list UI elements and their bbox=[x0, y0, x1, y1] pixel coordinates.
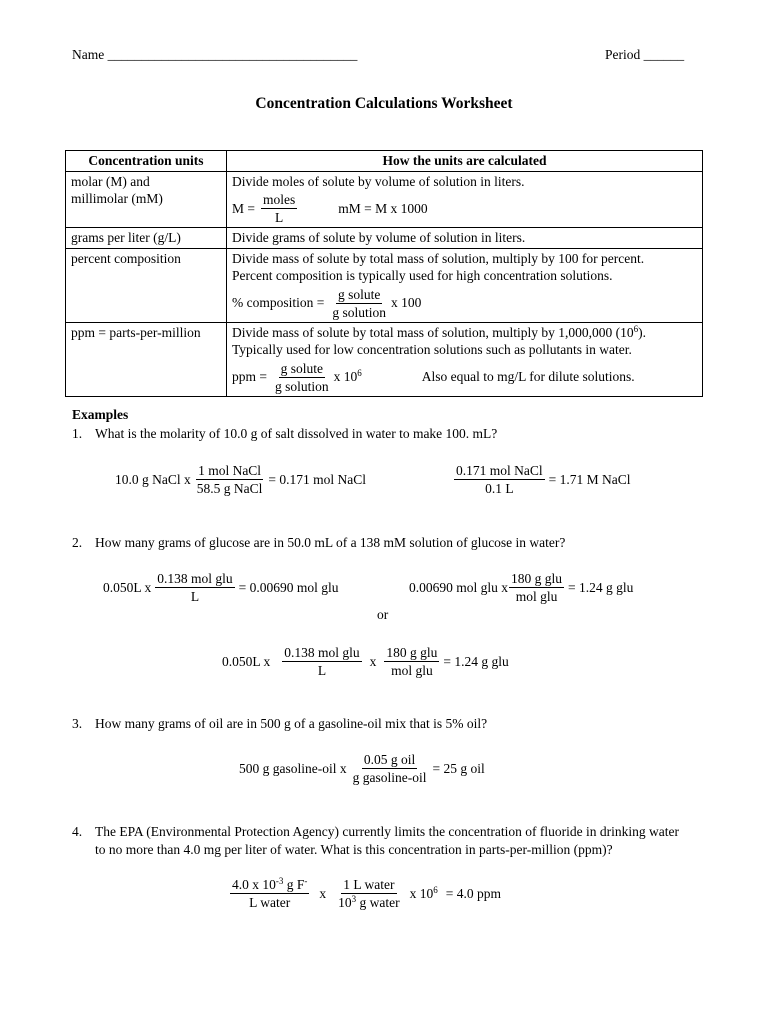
table-row-grams-per-liter bbox=[66, 228, 703, 249]
formula-fraction bbox=[330, 286, 388, 321]
equation-result: = 4.0 ppm bbox=[445, 885, 501, 901]
conversion-fraction bbox=[384, 644, 439, 679]
power-term bbox=[410, 886, 438, 902]
formula-rhs-text: x 10 bbox=[333, 369, 358, 385]
unit-label: millimolar (mM) bbox=[71, 191, 163, 206]
question-text: What is the molarity of 10.0 g of salt dissolved in water to make 100. mL? bbox=[95, 426, 498, 441]
example-question-4 bbox=[72, 823, 692, 858]
formula-fraction bbox=[261, 191, 297, 226]
fraction-numerator: 0.138 mol glu bbox=[284, 645, 360, 660]
fraction-denominator: mol glu bbox=[515, 589, 558, 604]
question-text: How many grams of oil are in 500 g of a gasoline-oil mix that is 5% oil? bbox=[95, 716, 488, 731]
fraction-denominator: mol glu bbox=[391, 663, 433, 678]
q2-equation-moles bbox=[99, 570, 343, 605]
fraction-numerator: 1 L water bbox=[343, 877, 395, 892]
fraction-numerator: 180 g glu bbox=[386, 645, 438, 660]
question-number: 1. bbox=[72, 426, 83, 441]
concentration-units-table bbox=[65, 150, 703, 397]
multiply-sign: x bbox=[369, 653, 377, 669]
calc-cell-gpl: Divide grams of solute by volume of solution in liters. bbox=[227, 228, 703, 249]
fraction-numerator: 0.171 mol NaCl bbox=[456, 463, 543, 478]
formula-lhs: % composition = bbox=[232, 295, 325, 311]
q4-equation bbox=[230, 876, 505, 911]
fraction-numerator: 1 mol NaCl bbox=[198, 463, 262, 478]
table-row-molar bbox=[66, 171, 703, 228]
example-question-2 bbox=[72, 534, 702, 552]
fraction-denominator: L bbox=[190, 589, 200, 604]
equation-result: = 1.71 M NaCl bbox=[548, 471, 631, 487]
period-field-label: Period ______ bbox=[605, 47, 685, 62]
question-number: 4. bbox=[72, 824, 83, 839]
formula-lhs: M = bbox=[232, 200, 255, 216]
equation-result: = 1.24 g glu bbox=[443, 653, 509, 669]
equation-term: 500 g gasoline-oil x bbox=[239, 760, 347, 776]
formula-fraction bbox=[273, 360, 331, 395]
equation-result: = 0.00690 mol glu bbox=[238, 579, 339, 595]
unit-cell-ppm: ppm = parts-per-million bbox=[66, 322, 227, 396]
col-header-calculation: How the units are calculated bbox=[227, 151, 703, 172]
q2-equation-combined bbox=[218, 644, 513, 679]
charge-superscript: - bbox=[304, 876, 308, 886]
table-row-ppm bbox=[66, 322, 703, 396]
question-number: 3. bbox=[72, 716, 83, 731]
calc-cell-ppm bbox=[227, 322, 703, 396]
example-question-3 bbox=[72, 715, 702, 733]
table-header-row bbox=[66, 151, 703, 172]
equation-result: = 0.171 mol NaCl bbox=[268, 471, 366, 487]
calc-description-text: ). bbox=[638, 324, 646, 340]
q2-equation-grams bbox=[405, 570, 637, 605]
exponent: 6 bbox=[357, 368, 362, 379]
conversion-fraction bbox=[454, 462, 545, 497]
or-separator: or bbox=[377, 607, 389, 622]
conversion-fraction bbox=[351, 751, 429, 786]
fraction-denominator: 58.5 g NaCl bbox=[196, 481, 263, 496]
equation-term: 10.0 g NaCl x bbox=[115, 471, 191, 487]
calc-cell-percent bbox=[227, 248, 703, 322]
fraction-numerator: moles bbox=[263, 192, 296, 207]
question-text: How many grams of glucose are in 50.0 mL of a 138 mM solution of glucose in water? bbox=[95, 535, 566, 550]
examples-heading: Examples bbox=[72, 407, 129, 422]
conversion-fraction bbox=[509, 570, 564, 605]
fraction-denominator: g gasoline-oil bbox=[352, 770, 427, 785]
ppm-formula bbox=[232, 360, 697, 395]
fraction-denominator: L water bbox=[249, 895, 291, 910]
fraction-denominator: 0.1 L bbox=[485, 481, 514, 496]
calc-description: Divide mass of solute by total mass of solution, multiply by 100 for percent. bbox=[232, 250, 645, 266]
q1-equation-moles bbox=[111, 462, 370, 497]
fraction-denominator bbox=[336, 894, 401, 911]
fraction-numerator: 180 g glu bbox=[511, 571, 563, 586]
calc-description: Percent composition is typically used for high concentration solutions. bbox=[232, 268, 613, 283]
conversion-fraction bbox=[195, 462, 265, 497]
fraction-numerator: g solute bbox=[280, 360, 323, 376]
page-title: Concentration Calculations Worksheet bbox=[255, 95, 513, 112]
calc-cell-molar bbox=[227, 171, 703, 228]
question-text: The EPA (Environmental Protection Agency) currently limits the concentration of fluoride in drinking water to no more than 4.0 mg per liter of water. What is this concentration in parts-per-million (ppm)? bbox=[95, 824, 679, 857]
multiply-sign: x bbox=[319, 885, 327, 901]
exponent: 3 bbox=[351, 894, 357, 904]
fraction-numerator: 0.138 mol glu bbox=[157, 571, 233, 586]
fraction-numerator: g solute bbox=[337, 286, 381, 302]
table-row-percent bbox=[66, 248, 703, 322]
question-number: 2. bbox=[72, 535, 83, 550]
conversion-fraction bbox=[282, 644, 361, 679]
fraction-denominator: L bbox=[317, 663, 327, 678]
exponent: 6 bbox=[633, 323, 639, 334]
formula-lhs: ppm = bbox=[232, 369, 267, 385]
percent-formula bbox=[232, 286, 697, 321]
power-text: x 10 bbox=[409, 885, 434, 901]
denominator-text: g water bbox=[356, 895, 400, 910]
denominator-text: 10 bbox=[338, 895, 352, 910]
fraction-numerator: 0.05 g oil bbox=[363, 752, 416, 767]
unit-cell-gpl: grams per liter (g/L) bbox=[66, 228, 227, 249]
molarity-formula bbox=[232, 191, 697, 226]
numerator-text: g F bbox=[283, 877, 305, 892]
fraction-denominator: L bbox=[275, 210, 284, 225]
calc-description-text: Divide mass of solute by total mass of solution, multiply by 1,000,000 (10 bbox=[232, 324, 634, 340]
calc-description: Typically used for low concentration solutions such as pollutants in water. bbox=[232, 342, 632, 357]
unit-cell-molar bbox=[66, 171, 227, 228]
numerator-text: 4.0 x 10 bbox=[232, 877, 276, 892]
ppm-note: Also equal to mg/L for dilute solutions. bbox=[421, 369, 635, 385]
unit-label: molar (M) and bbox=[71, 173, 150, 189]
fraction-numerator bbox=[230, 876, 309, 894]
formula-rhs: x 100 bbox=[391, 295, 422, 311]
conversion-fraction bbox=[155, 570, 234, 605]
formula-rhs bbox=[334, 368, 362, 386]
calc-description: Divide moles of solute by volume of solution in liters. bbox=[232, 173, 525, 189]
conversion-fraction bbox=[336, 876, 401, 911]
fraction-denominator: g solution bbox=[275, 378, 329, 394]
q1-equation-molarity bbox=[454, 462, 635, 497]
equation-result: = 25 g oil bbox=[432, 760, 485, 776]
fraction-denominator: g solution bbox=[332, 304, 386, 320]
equation-result: = 1.24 g glu bbox=[568, 579, 634, 595]
equation-term: 0.00690 mol glu x bbox=[409, 579, 509, 595]
name-field-label: Name _____________________________________ bbox=[72, 47, 358, 62]
exponent: -3 bbox=[275, 876, 284, 886]
q3-equation bbox=[235, 751, 489, 786]
calc-description bbox=[232, 324, 697, 342]
col-header-units: Concentration units bbox=[66, 151, 227, 172]
example-question-1 bbox=[72, 425, 702, 443]
millimolar-formula: mM = M x 1000 bbox=[338, 200, 428, 216]
unit-cell-percent: percent composition bbox=[66, 248, 227, 322]
exponent: 6 bbox=[433, 884, 438, 895]
equation-term: 0.050L x bbox=[103, 579, 152, 595]
equation-term: 0.050L x bbox=[222, 653, 271, 669]
conversion-fraction bbox=[230, 876, 309, 911]
